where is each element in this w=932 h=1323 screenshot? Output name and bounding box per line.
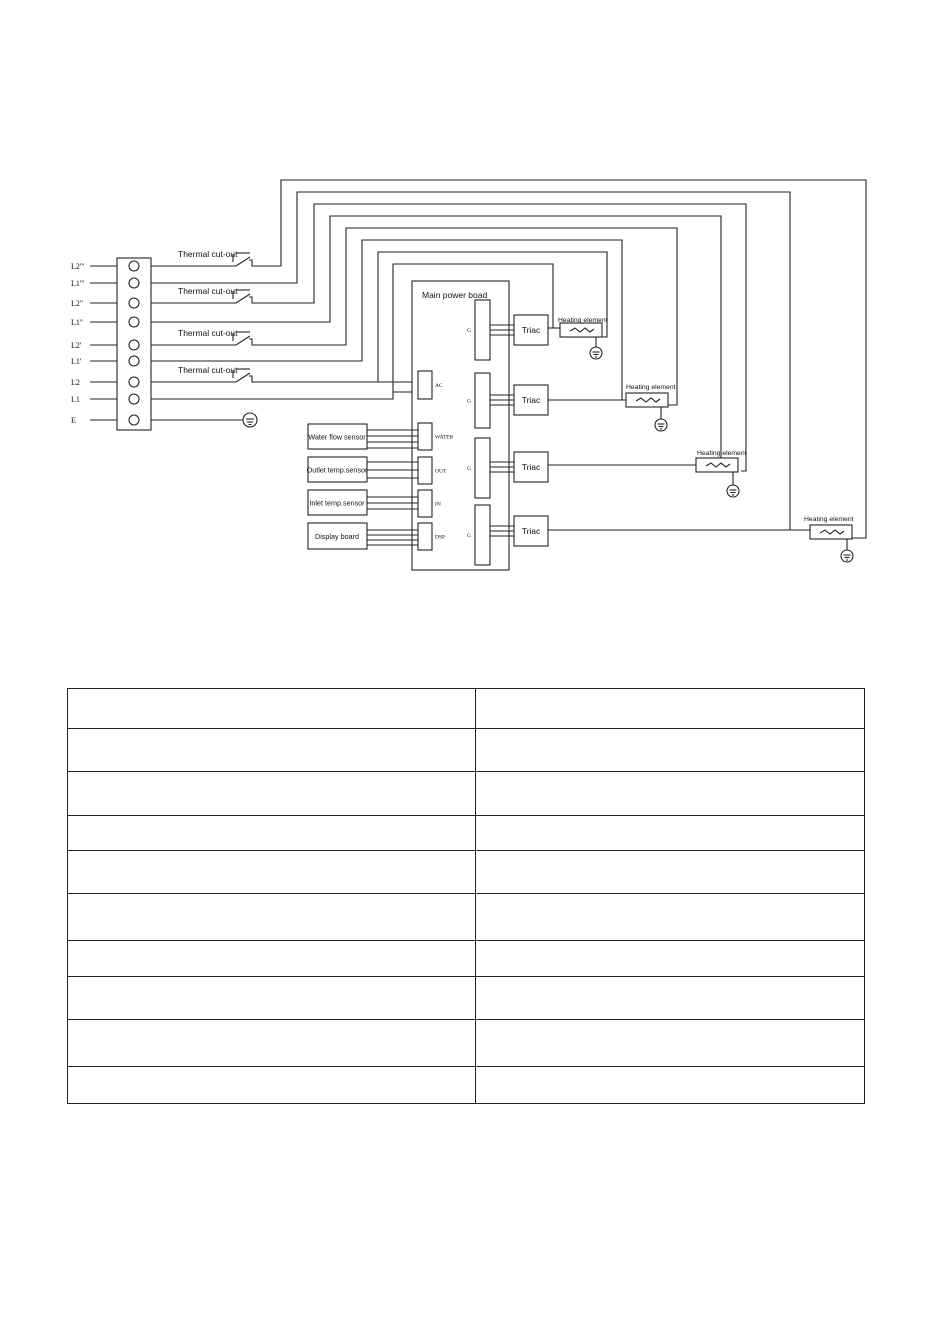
blank-table xyxy=(67,688,865,1104)
heating-element xyxy=(560,323,602,337)
heating-element-label: Heating element xyxy=(558,317,608,324)
terminal-screw-icon xyxy=(129,278,139,288)
triac-channel xyxy=(467,505,854,565)
thermal-cutout-label: Thermal cut-out xyxy=(178,328,238,338)
table-row xyxy=(68,816,865,851)
triac-channel xyxy=(467,300,608,360)
table-cell xyxy=(68,977,476,1020)
heating-element xyxy=(626,393,668,407)
terminal-screw-icon xyxy=(129,340,139,350)
thermal-cutout xyxy=(151,328,258,345)
board-connector xyxy=(418,490,432,517)
table-cell xyxy=(68,1067,476,1104)
gate-connector xyxy=(475,300,490,360)
table-cell xyxy=(476,772,865,816)
terminal-label: L2'' xyxy=(71,299,83,308)
board-connector xyxy=(418,457,432,484)
connector-label: AC xyxy=(435,383,443,389)
table-cell xyxy=(476,729,865,772)
terminal-label: E xyxy=(71,416,76,425)
table-cell xyxy=(476,894,865,941)
gate-label: G xyxy=(467,466,471,472)
terminal-screw-icon xyxy=(129,298,139,308)
triac-label: Triac xyxy=(521,462,541,472)
heating-element xyxy=(810,525,852,539)
thermal-cutout-label: Thermal cut-out xyxy=(178,365,238,375)
terminal-label: L2''' xyxy=(71,262,85,271)
connector-label: OUT xyxy=(435,468,447,475)
terminal-label: L1 xyxy=(71,395,80,404)
ground-icon xyxy=(590,347,602,359)
table-row xyxy=(68,941,865,977)
terminal-label: L1' xyxy=(71,357,82,366)
board-connector xyxy=(418,423,432,450)
connector-label: WATER xyxy=(435,434,454,441)
table-cell xyxy=(476,1020,865,1067)
heating-element-label: Heating element xyxy=(697,450,747,457)
table-cell xyxy=(476,1067,865,1104)
table-row xyxy=(68,772,865,816)
terminal-screw-icon xyxy=(129,415,139,425)
gate-connector xyxy=(475,505,490,565)
table-cell xyxy=(68,689,476,729)
gate-connector xyxy=(475,373,490,428)
terminal-label: L2' xyxy=(71,341,82,350)
thermal-cutout xyxy=(151,286,258,303)
sensor-label: Inlet temp.sensor xyxy=(309,498,365,508)
thermal-cutout-label: Thermal cut-out xyxy=(178,286,238,296)
sensor-label: Water flow sensor xyxy=(308,432,366,442)
terminal-screw-icon xyxy=(129,394,139,404)
triac-label: Triac xyxy=(521,395,541,405)
heating-element-label: Heating element xyxy=(626,384,676,391)
table-cell xyxy=(476,941,865,977)
table-row xyxy=(68,1067,865,1104)
table-cell xyxy=(68,1020,476,1067)
heating-element xyxy=(696,458,738,472)
table-row xyxy=(68,977,865,1020)
table-cell xyxy=(476,977,865,1020)
terminal-label: L1'' xyxy=(71,318,83,327)
ground-icon xyxy=(655,419,667,431)
table-row xyxy=(68,689,865,729)
table-cell xyxy=(476,689,865,729)
triac-label: Triac xyxy=(521,325,541,335)
terminal-screw-icon xyxy=(129,377,139,387)
terminal-label: L1''' xyxy=(71,279,85,288)
ground-icon xyxy=(841,550,853,562)
gate-label: G xyxy=(467,328,471,334)
thermal-cutout xyxy=(151,365,258,382)
table-cell xyxy=(68,772,476,816)
table-cell xyxy=(68,816,476,851)
table-cell xyxy=(68,894,476,941)
triac-label: Triac xyxy=(521,526,541,536)
connector-label: DSP xyxy=(435,534,446,541)
gate-connector xyxy=(475,438,490,498)
table-row xyxy=(68,851,865,894)
thermal-cutout-label: Thermal cut-out xyxy=(178,249,238,259)
board-connector xyxy=(418,371,432,399)
heating-element-label: Heating element xyxy=(804,516,854,523)
main-board-label: Main power boad xyxy=(422,290,488,300)
sensor-label: Display board xyxy=(315,532,359,541)
table-cell xyxy=(476,816,865,851)
table-cell xyxy=(68,941,476,977)
sensor-label: Outlet temp.sensor xyxy=(306,465,368,475)
table-row xyxy=(68,729,865,772)
ground-icon xyxy=(727,485,739,497)
terminal-screw-icon xyxy=(129,261,139,271)
terminal-ground-icon xyxy=(243,413,257,427)
terminal-label: L2 xyxy=(71,378,80,387)
terminal-screw-icon xyxy=(129,317,139,327)
gate-label: G xyxy=(467,398,471,405)
thermal-cutout xyxy=(151,249,258,266)
board-connector xyxy=(418,523,432,550)
terminal-screw-icon xyxy=(129,356,139,366)
table-cell xyxy=(476,851,865,894)
connector-label: IN xyxy=(435,501,441,508)
gate-label: G xyxy=(467,533,471,539)
table-row xyxy=(68,894,865,941)
table-row xyxy=(68,1020,865,1067)
table-cell xyxy=(68,729,476,772)
table-cell xyxy=(68,851,476,894)
